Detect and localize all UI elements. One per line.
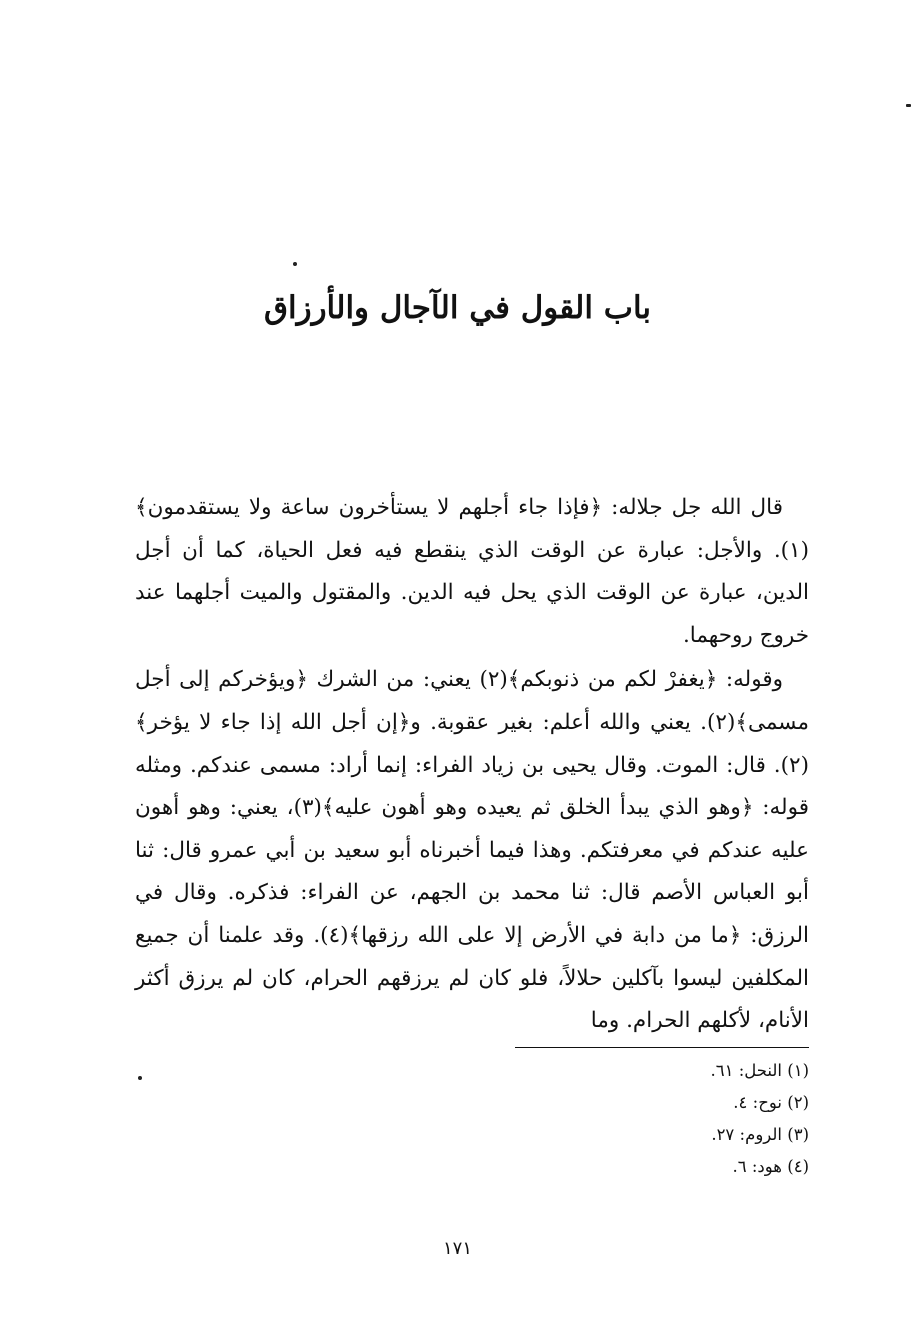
ink-speck [138,1076,142,1080]
ink-speck [906,104,911,107]
footnote-4: (٤) هود: ٦. [732,1157,809,1176]
chapter-title: باب القول في الآجال والأرزاق [263,290,652,326]
footnote-2: (٢) نوح: ٤. [733,1093,809,1112]
footnote-separator [515,1047,809,1048]
page-number: ١٧١ [442,1238,472,1259]
footnotes [389,1055,809,1183]
footnote-3: (٣) الروم: ٢٧. [711,1125,809,1144]
paragraph-2: وقوله: ﴿يغفرْ لكم من ذنوبكم﴾(٢) يعني: من الشرك ﴿ويؤخركم إلى أجل مسمى﴾(٢). يعني والله أعلم: بغير عقوبة. و﴿إن أجل الله إذا جاء لا يؤخر﴾(٢). قال: الموت. وقال يحيى بن زياد الفراء: إنما أراد: مسمى عندكم. ومثله قوله: ﴿وهو الذي يبدأ الخلق ثم يعيده وهو أهون عليه﴾(٣)، يعني: وهو أهون عليه عندكم في معرفتكم. وهذا فيما أخبرناه أبو سعيد بن أبي عمرو قال: ثنا أبو العباس الأصم قال: ثنا محمد بن الجهم، عن الفراء: فذكره. وقال في الرزق: ﴿ما من دابة في الأرض إلا على الله رزقها﴾(٤). وقد علمنا أن جميع المكلفين ليسوا بآكلين حلالاً، فلو كان لم يرزقهم الحرام، كان لم يرزق أكثر الأنام، لأكلهم الحرام. وما [135,667,809,1034]
main-text [135,487,809,1043]
paragraph-1: قال الله جل جلاله: ﴿فإذا جاء أجلهم لا يستأخرون ساعة ولا يستقدمون﴾(١). والأجل: عبارة عن الوقت الذي ينقطع فيه فعل الحياة، كما أن أجل الدين، عبارة عن الوقت الذي يحل فيه الدين. والمقتول والميت أجلهما عند خروج روحهما. [135,495,809,648]
ink-speck [293,262,297,266]
footnote-1: (١) النحل: ٦١. [710,1061,809,1080]
